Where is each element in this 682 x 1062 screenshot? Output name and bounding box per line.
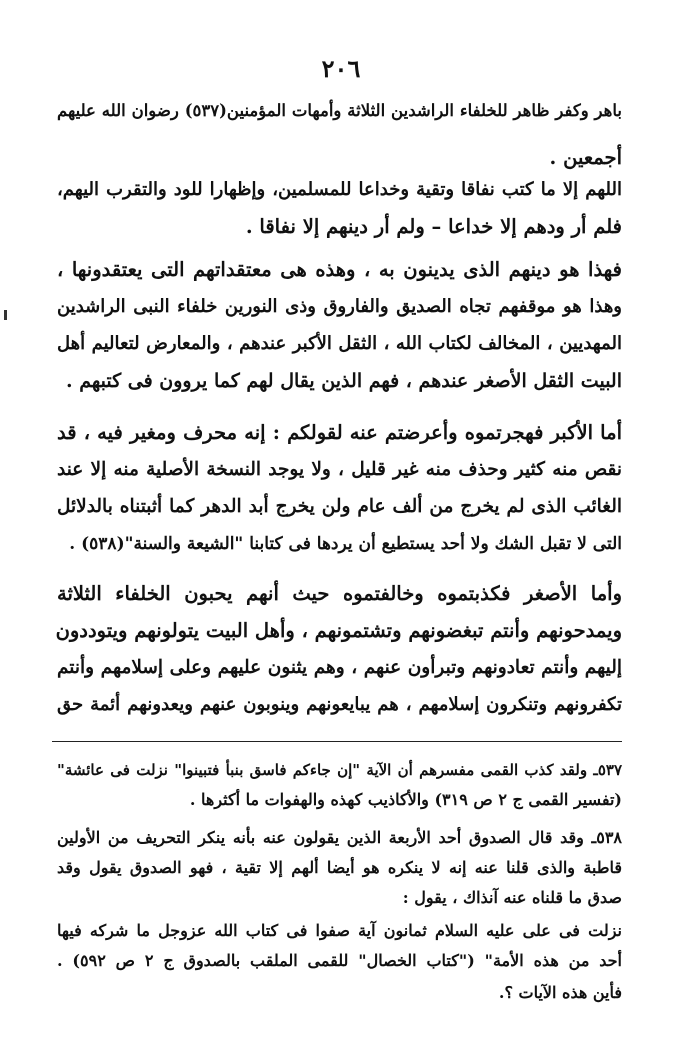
footnote-line: أحد من هذه الأمة" ("كتاب الخصال" للقمى الملقب بالصدوق ج ٢ ص ٥٩٢) . bbox=[57, 951, 623, 970]
page-number: ٢٠٦ bbox=[321, 54, 361, 83]
body-line: فلم أر ودهم إلا خداعا – ولم أر دينهم إلا نفاقا . bbox=[245, 215, 622, 238]
footnote-line: قاطبة والذى قلنا عنه إنه لا ينكره هو أيضا ألهم إلا تقية ، فهو الصدوق يقول وقد bbox=[57, 858, 622, 877]
body-line: باهر وكفر ظاهر للخلفاء الراشدين الثلاثة وأمهات المؤمنين(٥٣٧) رضوان الله عليهم bbox=[57, 101, 622, 120]
body-line: اللهم إلا ما كتب نفاقا وتقية وخداعا للمسلمين، وإظهارا للود والتقرب اليهم، bbox=[57, 179, 622, 200]
body-line: المهديين ، المخالف لكتاب الله ، الثقل الأكبر عندهم ، والمعارض لتعاليم أهل bbox=[57, 333, 622, 354]
body-line: الغائب الذى لم يخرج من ألف عام ولن يخرج أبد الدهر كما أثبتناه بالدلائل bbox=[57, 496, 622, 517]
footnote-separator bbox=[52, 741, 622, 742]
body-line: أجمعين . bbox=[549, 146, 622, 169]
footnote-line: (تفسير القمى ج ٢ ص ٣١٩) والأكاذيب كهذه والهفوات ما أكثرها . bbox=[189, 790, 622, 809]
body-line: فهذا هو دينهم الذى يدينون به ، وهذه هى معتقداتهم التى يعتقدونها ، bbox=[57, 258, 622, 281]
body-line: وهذا هو موقفهم تجاه الصديق والفاروق وذى النورين خلفاء النبى الراشدين bbox=[57, 296, 622, 317]
footnote-line: نزلت فى على عليه السلام ثمانون آية صفوا فى كتاب الله عزوجل ما شركه فيها bbox=[57, 921, 622, 940]
body-line: نقص منه كثير وحذف منه غير قليل ، ولا يوجد النسخة الأصلية منه إلا عند bbox=[57, 459, 622, 480]
body-line: تكفرونهم وتنكرون إسلامهم ، هم يبايعونهم وينوبون عنهم ويعدونهم أئمة حق bbox=[57, 694, 622, 715]
body-line: إليهم وأنتم تعادونهم وتبرأون عنهم ، وهم يثنون عليهم وعلى إسلامهم وأنتم bbox=[57, 657, 622, 678]
body-line: أما الأكبر فهجرتموه وأعرضتم عنه لقولكم : إنه محرف ومغير فيه ، قد bbox=[57, 421, 622, 444]
body-line: وأما الأصغر فكذبتموه وخالفتموه حيث أنهم يحبون الخلفاء الثلاثة bbox=[57, 582, 622, 605]
body-line: البيت الثقل الأصغر عندهم ، فهم الذين يقال لهم كما يروون فى كتبهم . bbox=[65, 370, 622, 392]
margin-mark bbox=[4, 310, 7, 320]
footnote-line: فأين هذه الآيات ؟. bbox=[498, 983, 622, 1002]
footnote-line: ٥٣٧ـ ولقد كذب القمى مفسرهم أن الآية "إن جاءكم فاسق بنبأ فتبينوا" نزلت فى عائشة" bbox=[57, 761, 622, 779]
footnote-line: ٥٣٨ـ وقد قال الصدوق أحد الأربعة الذين يقولون عنه بأنه ينكر التحريف من الأولين bbox=[57, 828, 622, 847]
footnote-line: صدق ما قلناه عنه آنذاك ، يقول : bbox=[402, 888, 622, 907]
body-line: ويمدحونهم وأنتم تبغضونهم وتشتمونهم ، وأهل البيت يتولونهم ويتوددون bbox=[55, 619, 622, 642]
body-line: التى لا تقبل الشك ولا أحد يستطيع أن يردها فى كتابنا "الشيعة والسنة"(٥٣٨) . bbox=[69, 534, 622, 554]
